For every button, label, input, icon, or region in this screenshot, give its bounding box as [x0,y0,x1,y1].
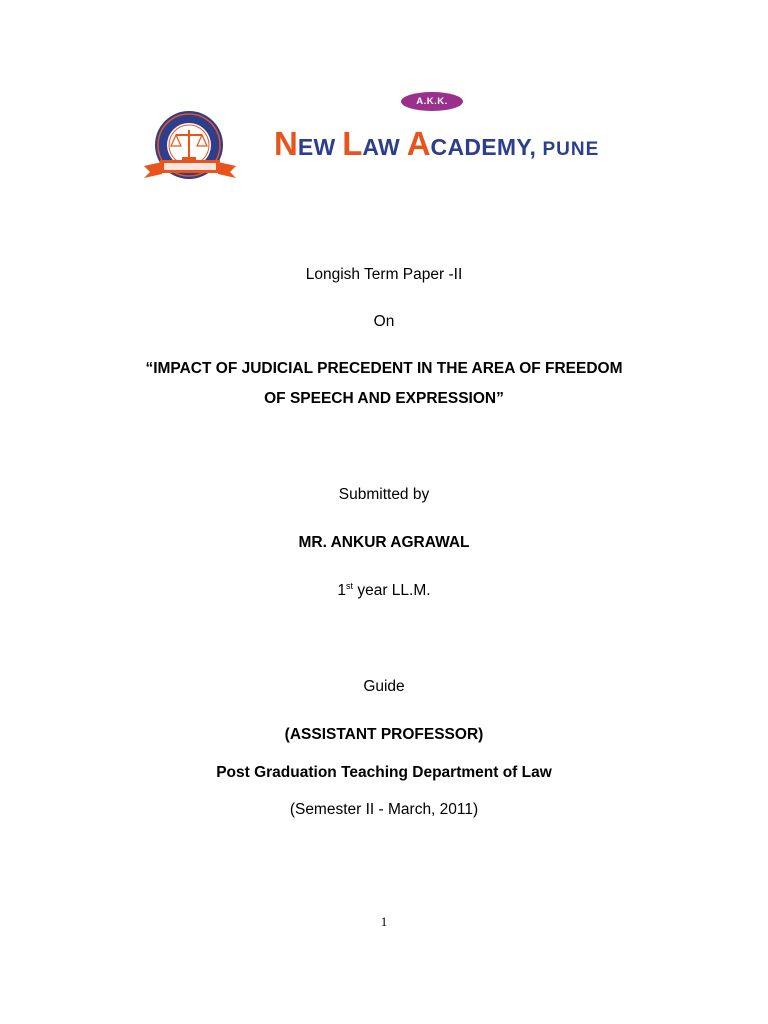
guide-label: Guide [363,678,405,695]
submitted-by-label: Submitted by [338,486,430,503]
academy-name-initial-a: A [406,125,431,162]
year-ordinal: st [346,580,354,591]
paper-title-line-1: “IMPACT OF JUDICIAL PRECEDENT IN THE AREA OF FREEDOM [145,360,623,377]
academy-seal-icon [140,108,240,188]
department-name: Post Graduation Teaching Department of Law [216,764,552,781]
academy-name-part-aw: AW [362,134,407,160]
academy-name-part-ew: EW [297,134,343,160]
year-number: 1 [337,582,347,599]
akk-badge: A.K.K. [401,92,463,111]
semester-info: (Semester II - March, 2011) [289,801,479,818]
paper-type: Longish Term Paper -II [305,266,463,283]
academy-name [274,124,599,171]
on-label: On [373,313,395,330]
guide-title: (ASSISTANT PROFESSOR) [284,726,484,743]
academy-name-part-pune: PUNE [542,139,600,160]
author-year [0,582,768,600]
paper-title-line-2: OF SPEECH AND EXPRESSION” [264,390,504,407]
year-rest: year LL.M. [353,582,431,599]
page-number: 1 [380,914,388,929]
academy-name-part-cademy: CADEMY, [430,134,537,160]
author-name: MR. ANKUR AGRAWAL [298,534,470,551]
academy-name-initial-l: L [342,125,363,162]
academy-name-initial-n: N [274,125,298,162]
